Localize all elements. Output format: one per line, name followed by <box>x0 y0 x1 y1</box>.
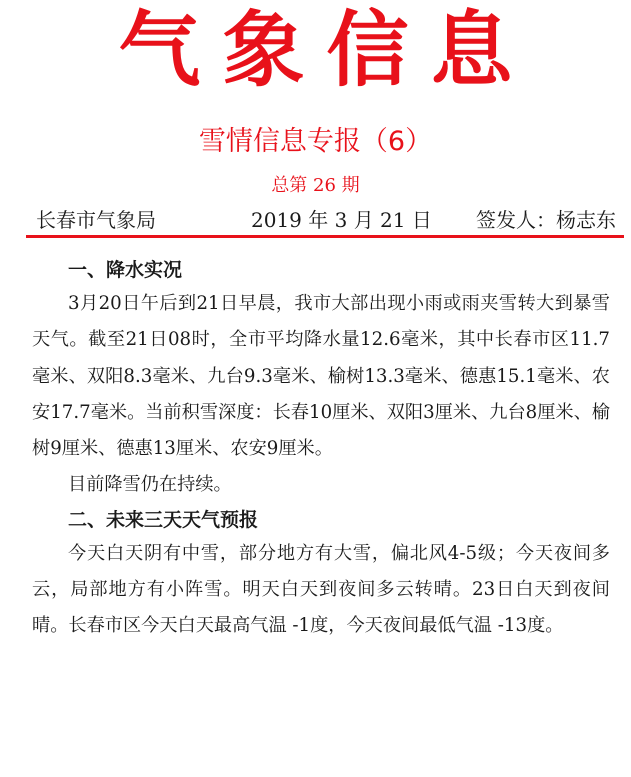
section-heading: 一、降水实况 <box>68 259 183 281</box>
paragraph: 3月20日午后到21日早晨，我市大部出现小雨或雨夹雪转大到暴雪天气。截至21日08时，全市平均降水量12.6毫米，其中长春市区11.7毫米、双阳8.3毫米、九台9.3毫米、榆树13.3毫米、德惠15.1毫米、农安17.7毫米。当前积雪深度：长春10厘米、双阳3厘米、九台8厘米、榆树9厘米、德惠13厘米、农安9厘米。 <box>32 293 610 460</box>
report-subtitle: 雪情信息专报（6） <box>198 126 433 157</box>
paragraph: 目前降雪仍在持续。 <box>68 474 232 496</box>
issue-date: 2019 年 3 月 21 日 <box>251 208 432 232</box>
masthead-title: 气象信息 <box>118 2 535 98</box>
meta-row <box>36 206 616 234</box>
header-divider <box>26 235 624 238</box>
issue-number: 总第 26 期 <box>271 175 360 196</box>
section-forecast <box>32 504 610 645</box>
agency-name: 长春市气象局 <box>36 208 156 232</box>
section-heading: 二、未来三天天气预报 <box>68 508 259 531</box>
document-body <box>32 254 610 645</box>
paragraph: 今天白天阴有中雪，部分地方有大雪，偏北风4-5级；今天夜间多云，局部地方有小阵雪。明天白天到夜间多云转晴。23日白天到夜间晴。长春市区今天白天最高气温 -1度，今天夜间最低气温 -13度。 <box>32 542 610 637</box>
section-precipitation <box>32 254 610 504</box>
issuer-name: 签发人：杨志东 <box>476 208 616 232</box>
